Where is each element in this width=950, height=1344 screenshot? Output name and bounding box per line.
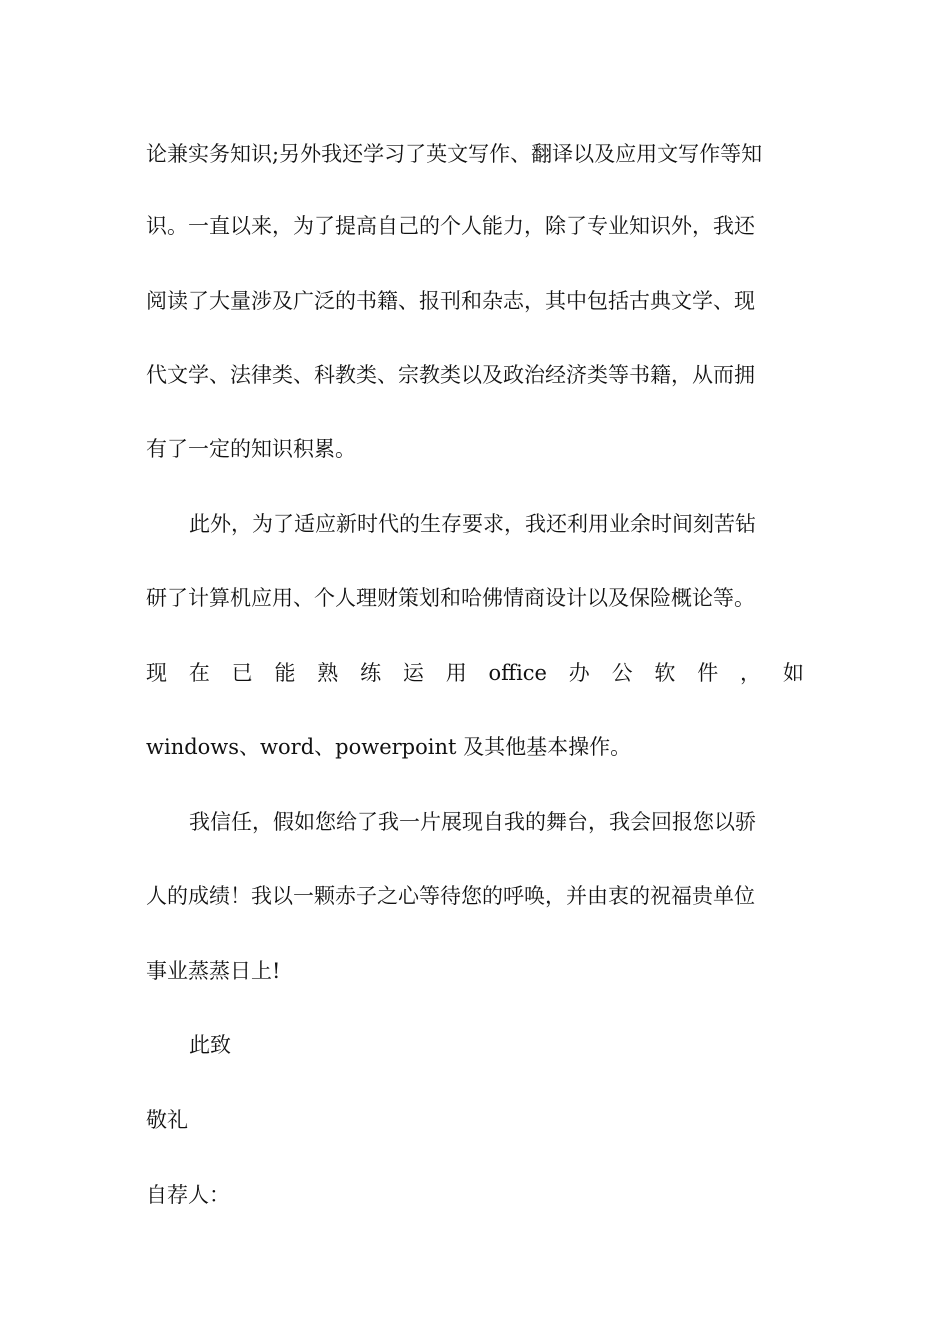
spread-word: 能 [274,661,296,685]
spread-paragraph-line [146,658,804,688]
spread-word: 运 [402,661,424,685]
paragraph-line: 我信任，假如您给了我一片展现自我的舞台，我会回报您以骄 [189,810,756,834]
spread-word: 办 [568,661,590,685]
spread-word: 现 [146,661,167,685]
paragraph-line: 有了一定的知识积累。 [146,437,356,461]
paragraph-line: windows、word、powerpoint 及其他基本操作。 [146,735,632,759]
spread-word: 在 [188,661,210,685]
spread-word: 用 [445,661,467,685]
paragraph-line: 阅读了大量涉及广泛的书籍、报刊和杂志，其中包括古典文学、现 [146,289,755,313]
paragraph-line: 此外，为了适应新时代的生存要求，我还利用业余时间刻苦钻 [189,512,756,536]
paragraph-line: 代文学、法律类、科教类、宗教类以及政治经济类等书籍，从而拥 [146,363,755,387]
spread-word: office [488,661,547,685]
spread-word: 熟 [317,661,339,685]
spread-word: 练 [360,661,382,685]
closing-salutation: 此致 [189,1033,231,1057]
spread-word: 如 [782,661,804,685]
paragraph-line: 事业蒸蒸日上! [146,959,281,983]
paragraph-line: 识。一直以来，为了提高自己的个人能力，除了专业知识外，我还 [146,214,755,238]
closing-regards: 敬礼 [146,1108,188,1132]
paragraph-line: 论兼实务知识;另外我还学习了英文写作、翻译以及应用文写作等知 [146,142,763,166]
spread-word: 软 [654,661,676,685]
spread-word: 件 [697,661,719,685]
spread-word: ， [740,661,762,685]
spread-word: 公 [611,661,633,685]
paragraph-line: 人的成绩！我以一颗赤子之心等待您的呼唤，并由衷的祝福贵单位 [146,884,755,908]
spread-word: 已 [231,661,253,685]
paragraph-line: 研了计算机应用、个人理财策划和哈佛情商设计以及保险概论等。 [146,586,755,610]
signature-label: 自荐人： [146,1183,230,1207]
